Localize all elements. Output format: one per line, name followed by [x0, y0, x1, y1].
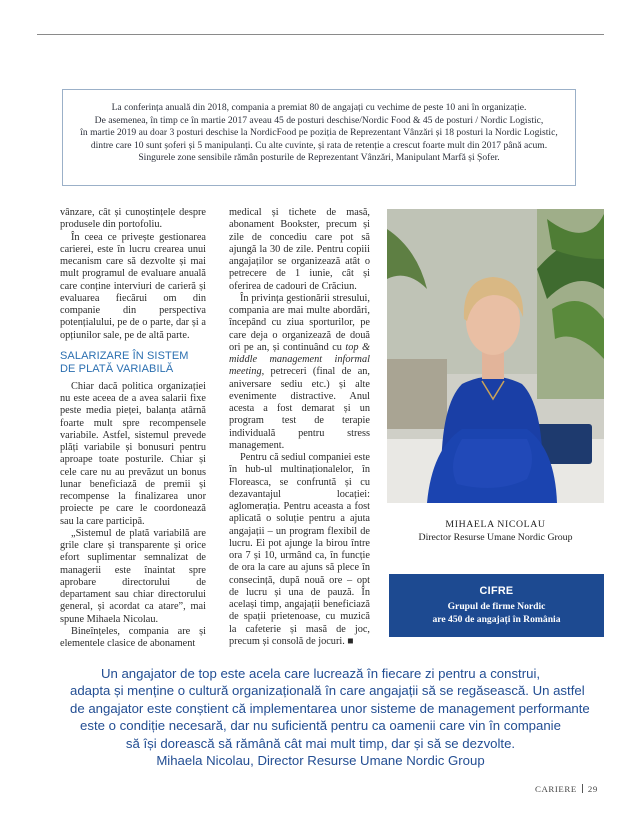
- stat-line: De asemenea, în timp ce în martie 2017 aveau 45 de posturi deschise/Nordic Food & 45 de posturi / Nordic Logistic,: [94, 114, 544, 126]
- stat-line: Singurele zone sensibile rămân posturile de Reprezentant Vânzări, Manipulant Marfă și Șofer.: [138, 152, 500, 164]
- cifre-line: Grupul de firme Nordic: [447, 601, 546, 612]
- paragraph: „Sistemul de plată variabilă are grile clare și transparente și orice efort suplimentar semnalizat de managerii este înaintat spre aprobare directorului de departament sau chiar directorului general, și acordat ca atare”, mai spune Mihaela Nicolau.: [60, 527, 206, 625]
- paragraph: Chiar dacă politica organizației nu este aceea de a avea salarii fixe peste media pieței, balanța atârnă foarte mult spre recompensele variabile. Astfel, sistemul prevede plăți variabile și bonusuri pentru aproape toate posturile. Chiar și cele care nu au prevăzut un bonus lunar beneficiază de premii și recompense la finalizarea unor proiecte pe care le coordonează sau la care participă.: [60, 380, 206, 527]
- end-mark: ■: [344, 635, 354, 647]
- quote-line: să își dorească să rămână cât mai mult timp, dar și să se dezvolte.: [125, 735, 516, 751]
- paragraph-part: Pentru că sediul companiei este în hub-ul multinaționalelor, în Floreasca, se confruntă și cu dezavantajul locației: aglomerația. Pentru aceasta a fost aplicată o soluție pentru a ajuta angajații – un program flexibil de lucru. Ei pot ajunge la birou între ora 7 și 10, urmând ca, în funcție de ora la care au ajuns să plece în consecință, după nouă ore – opt de lucru și una de pauză. În același timp, angajații beneficiază de spații prietenoase, cu muzică la cafeterie și masă de joc, precum și consolă de jocuri.: [229, 452, 370, 647]
- paragraph-part: În privința gestionării stresului, compania are mai multe abordări, începând cu ziua sporturilor, pe care deja o organizează de două ori pe an, și continuând cu: [229, 292, 370, 353]
- caption-name: MIHAELA NICOLAU: [445, 519, 546, 530]
- paragraph: medical și tichete de masă, abonament Bookster, precum și zile de concediu care pot să ajungă la 30 de zile. Pentru copiii angajaților se organizează atât o petrecere de 1 iunie, cât și oferirea de cadouri de Crăciun.: [229, 207, 370, 292]
- quote-line: este o condiție necesară, dar nu suficientă pentru ca oamenii care vin în companie: [80, 718, 561, 734]
- quote-line: Un angajator de top este acela care lucrează în fiecare zi pentru a construi,: [100, 666, 541, 681]
- section-heading: SALARIZARE ÎN SISTEM DE PLATĂ VARIABILĂ: [60, 349, 189, 375]
- cifre-text: [389, 600, 604, 626]
- stat-line: în martie 2019 au doar 3 posturi deschise la NordicFood pe poziția de Reprezentant Vânzări și 18 posturi la Nordic Logistic,: [80, 127, 558, 139]
- pull-quote: [70, 665, 590, 769]
- cifre-line: are 450 de angajați în România: [432, 614, 561, 625]
- stat-box-text: [63, 102, 575, 165]
- page-footer: [535, 784, 598, 794]
- cifre-box: [389, 574, 604, 637]
- paragraph: vânzare, cât și cunoștințele despre produsele din portofoliu.: [60, 207, 206, 231]
- caption-title: Director Resurse Umane Nordic Group: [418, 532, 573, 543]
- paragraph-part: , petreceri (final de an, aniversare sediu etc.) și alte evenimente distractive. Anul acesta a fost demarat și un program test de terapie individuală pentru stress management.: [229, 366, 370, 451]
- cifre-heading: CIFRE: [479, 585, 514, 597]
- stat-box: [62, 89, 576, 186]
- quote-line: adapta și menține o cultură organizațională în care angajații să se regăsească. Un astfel: [70, 683, 585, 699]
- quote-attribution: Mihaela Nicolau, Director Resurse Umane Nordic Group: [156, 753, 485, 769]
- footer-section: CARIERE: [535, 784, 577, 794]
- page-number: 29: [587, 784, 598, 794]
- emphasis-text: top & middle management informal meeting: [229, 341, 370, 378]
- paragraph: În ceea ce privește gestionarea carierei, este în lucru crearea unui mecanism care să dezvolte și mai mult programul de evaluare anuală care conține interviuri de carieră și evaluarea fiecărui om din companie din perspectiva potențialului, pe de o parte, dar și a opțiunilor sale, pe de altă parte.: [60, 231, 206, 341]
- quote-line: de angajator este conștient că implementarea unor sisteme de management performante: [70, 700, 590, 716]
- article-column-1: [60, 207, 206, 650]
- footer-divider: [582, 784, 583, 793]
- article-column-2: [229, 207, 370, 648]
- stat-line: La conferința anuală din 2018, compania a premiat 80 de angajați cu vechime de peste 10 ani în organizație.: [111, 102, 527, 113]
- paragraph: [229, 452, 370, 648]
- portrait-photo: [387, 209, 604, 503]
- paragraph: [229, 293, 370, 452]
- stat-line: dintre care 10 sunt șoferi și 5 manipulanți. Cu alte cuvinte, și rata de retenție a crescut foarte mult din 2017 până acum.: [90, 139, 548, 151]
- paragraph: Bineînțeles, compania are și elementele clasice de abonament: [60, 625, 206, 649]
- top-rule: [37, 34, 604, 35]
